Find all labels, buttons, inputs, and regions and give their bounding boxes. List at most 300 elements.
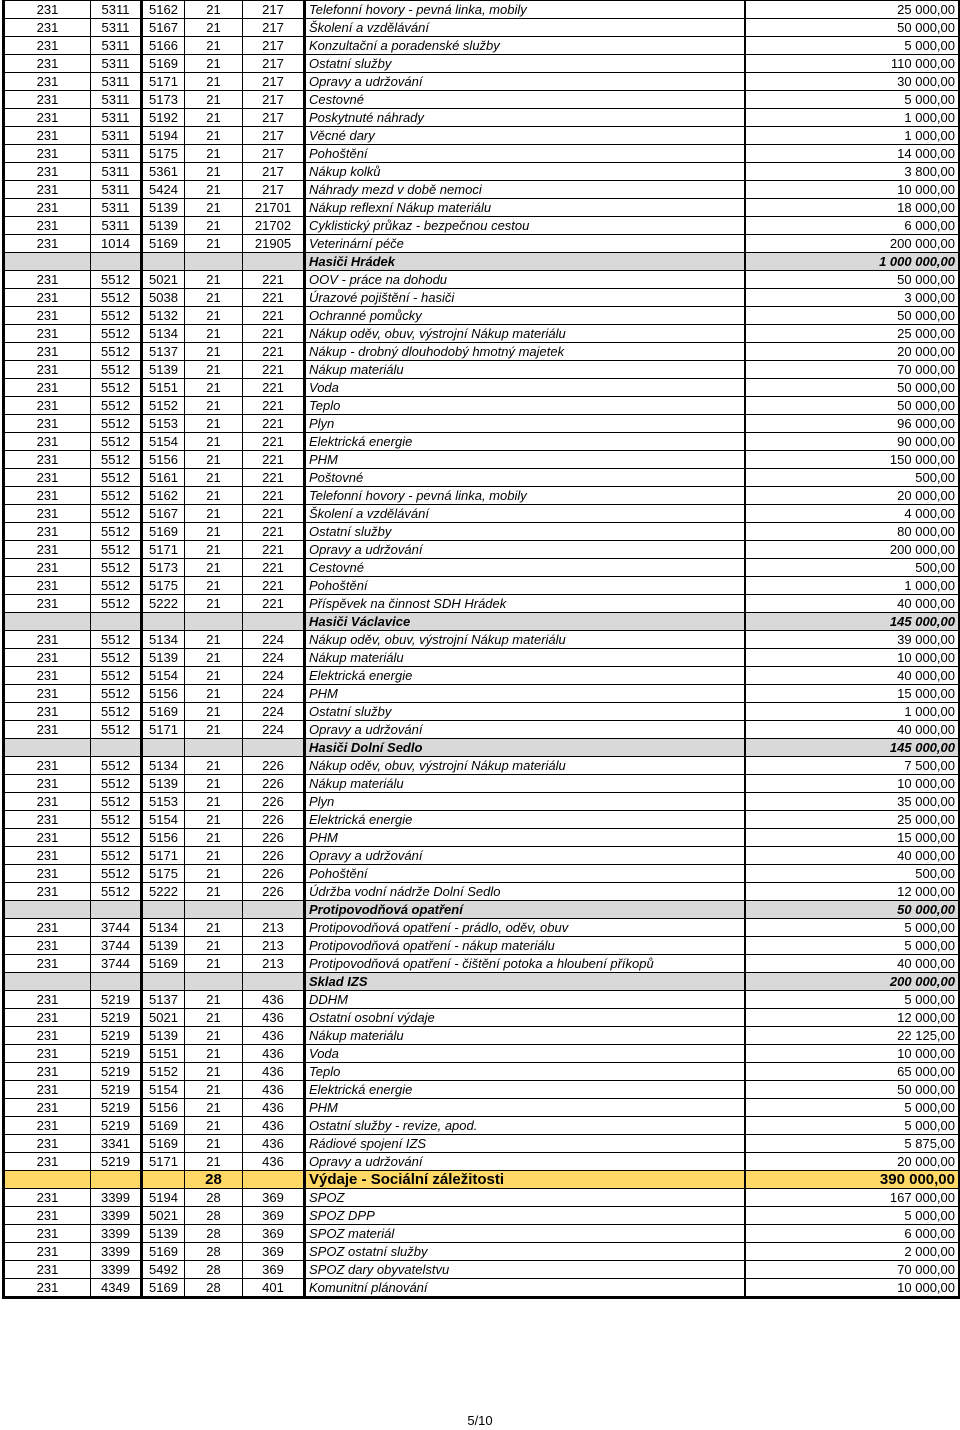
chapter-cell: 231 [4, 1063, 91, 1081]
item-code-cell [142, 973, 185, 991]
chapter-cell [4, 253, 91, 271]
item-code-cell: 5194 [142, 127, 185, 145]
chapter-cell: 231 [4, 1243, 91, 1261]
description-cell: DDHM [305, 991, 745, 1009]
department-cell: 21 [185, 649, 243, 667]
paragraph-cell: 5219 [91, 1081, 142, 1099]
chapter-cell: 231 [4, 991, 91, 1009]
chapter-cell: 231 [4, 145, 91, 163]
table-row [4, 1, 960, 19]
department-cell: 21 [185, 1081, 243, 1099]
amount-cell: 65 000,00 [745, 1063, 960, 1081]
org-cell: 217 [243, 163, 305, 181]
description-cell: PHM [305, 1099, 745, 1117]
paragraph-cell: 5311 [91, 109, 142, 127]
item-code-cell: 5171 [142, 73, 185, 91]
paragraph-cell: 5311 [91, 1, 142, 19]
item-code-cell: 5137 [142, 343, 185, 361]
description-cell: Nákup oděv, obuv, výstrojní Nákup materiálu [305, 757, 745, 775]
chapter-cell: 231 [4, 937, 91, 955]
org-cell: 221 [243, 451, 305, 469]
amount-cell: 10 000,00 [745, 1279, 960, 1298]
org-cell: 226 [243, 865, 305, 883]
org-cell: 21702 [243, 217, 305, 235]
description-cell: Cyklistický průkaz - bezpečnou cestou [305, 217, 745, 235]
description-cell: Elektrická energie [305, 433, 745, 451]
chapter-cell: 231 [4, 451, 91, 469]
org-cell: 221 [243, 487, 305, 505]
paragraph-cell: 5512 [91, 541, 142, 559]
amount-cell: 1 000 000,00 [745, 253, 960, 271]
paragraph-cell: 3399 [91, 1189, 142, 1207]
amount-cell: 167 000,00 [745, 1189, 960, 1207]
amount-cell: 6 000,00 [745, 1225, 960, 1243]
paragraph-cell: 5512 [91, 703, 142, 721]
paragraph-cell: 5219 [91, 1009, 142, 1027]
table-row [4, 181, 960, 199]
department-cell: 21 [185, 991, 243, 1009]
department-cell: 21 [185, 703, 243, 721]
amount-cell: 145 000,00 [745, 613, 960, 631]
item-code-cell: 5492 [142, 1261, 185, 1279]
department-cell: 21 [185, 109, 243, 127]
org-cell: 217 [243, 37, 305, 55]
table-row [4, 505, 960, 523]
paragraph-cell: 5512 [91, 649, 142, 667]
chapter-cell: 231 [4, 307, 91, 325]
description-cell: Teplo [305, 1063, 745, 1081]
chapter-cell: 231 [4, 127, 91, 145]
department-cell: 21 [185, 505, 243, 523]
chapter-cell [4, 1171, 91, 1189]
amount-cell: 22 125,00 [745, 1027, 960, 1045]
item-code-cell: 5175 [142, 865, 185, 883]
paragraph-cell: 3744 [91, 955, 142, 973]
table-row [4, 991, 960, 1009]
org-cell: 221 [243, 271, 305, 289]
table-row [4, 883, 960, 901]
department-cell: 21 [185, 667, 243, 685]
department-cell: 21 [185, 559, 243, 577]
paragraph-cell: 5512 [91, 721, 142, 739]
department-cell: 21 [185, 1045, 243, 1063]
paragraph-cell: 5311 [91, 145, 142, 163]
department-cell: 21 [185, 595, 243, 613]
org-cell [243, 613, 305, 631]
paragraph-cell: 5512 [91, 811, 142, 829]
chapter-cell: 231 [4, 667, 91, 685]
paragraph-cell: 5311 [91, 55, 142, 73]
item-code-cell: 5192 [142, 109, 185, 127]
org-cell: 217 [243, 19, 305, 37]
description-cell: Opravy a udržování [305, 1153, 745, 1171]
table-row [4, 595, 960, 613]
org-cell: 436 [243, 1009, 305, 1027]
amount-cell: 145 000,00 [745, 739, 960, 757]
org-cell: 226 [243, 793, 305, 811]
paragraph-cell: 5512 [91, 883, 142, 901]
description-cell: Nákup materiálu [305, 1027, 745, 1045]
chapter-cell: 231 [4, 37, 91, 55]
description-cell: Pohoštění [305, 145, 745, 163]
org-cell: 369 [243, 1207, 305, 1225]
amount-cell: 30 000,00 [745, 73, 960, 91]
department-cell: 21 [185, 1009, 243, 1027]
paragraph-cell: 5512 [91, 865, 142, 883]
department-cell [185, 901, 243, 919]
amount-cell: 39 000,00 [745, 631, 960, 649]
amount-cell: 1 000,00 [745, 127, 960, 145]
department-cell: 21 [185, 883, 243, 901]
department-cell: 21 [185, 685, 243, 703]
department-cell: 21 [185, 541, 243, 559]
description-cell: PHM [305, 685, 745, 703]
paragraph-cell: 3399 [91, 1261, 142, 1279]
table-row [4, 811, 960, 829]
description-cell: Hasiči Dolní Sedlo [305, 739, 745, 757]
item-code-cell: 5361 [142, 163, 185, 181]
org-cell: 221 [243, 505, 305, 523]
department-cell [185, 253, 243, 271]
org-cell: 436 [243, 1081, 305, 1099]
org-cell: 369 [243, 1189, 305, 1207]
chapter-cell: 231 [4, 343, 91, 361]
paragraph-cell: 4349 [91, 1279, 142, 1298]
item-code-cell: 5153 [142, 415, 185, 433]
description-cell: Telefonní hovory - pevná linka, mobily [305, 1, 745, 19]
amount-cell: 50 000,00 [745, 1081, 960, 1099]
table-row [4, 829, 960, 847]
item-code-cell: 5169 [142, 1135, 185, 1153]
table-row [4, 631, 960, 649]
item-code-cell: 5156 [142, 451, 185, 469]
description-cell: Ochranné pomůcky [305, 307, 745, 325]
item-code-cell: 5151 [142, 1045, 185, 1063]
chapter-cell: 231 [4, 775, 91, 793]
table-row [4, 325, 960, 343]
item-code-cell: 5021 [142, 271, 185, 289]
amount-cell: 35 000,00 [745, 793, 960, 811]
description-cell: Rádiové spojení IZS [305, 1135, 745, 1153]
amount-cell: 5 000,00 [745, 919, 960, 937]
item-code-cell [142, 739, 185, 757]
org-cell: 217 [243, 91, 305, 109]
paragraph-cell: 5512 [91, 307, 142, 325]
paragraph-cell: 5512 [91, 631, 142, 649]
chapter-cell: 231 [4, 1081, 91, 1099]
description-cell: Elektrická energie [305, 1081, 745, 1099]
paragraph-cell: 3341 [91, 1135, 142, 1153]
description-cell: Nákup materiálu [305, 361, 745, 379]
paragraph-cell: 5512 [91, 523, 142, 541]
department-cell: 21 [185, 397, 243, 415]
table-row [4, 307, 960, 325]
org-cell: 226 [243, 829, 305, 847]
chapter-cell [4, 739, 91, 757]
item-code-cell: 5156 [142, 829, 185, 847]
table-row [4, 451, 960, 469]
department-cell: 21 [185, 1, 243, 19]
chapter-cell: 231 [4, 631, 91, 649]
item-code-cell: 5156 [142, 685, 185, 703]
description-cell: Konzultační a poradenské služby [305, 37, 745, 55]
description-cell: Nákup - drobný dlouhodobý hmotný majetek [305, 343, 745, 361]
org-cell [243, 739, 305, 757]
paragraph-cell: 5512 [91, 793, 142, 811]
description-cell: Poskytnuté náhrady [305, 109, 745, 127]
item-code-cell: 5132 [142, 307, 185, 325]
item-code-cell: 5154 [142, 667, 185, 685]
table-row [4, 163, 960, 181]
item-code-cell: 5162 [142, 1, 185, 19]
item-code-cell: 5175 [142, 145, 185, 163]
org-cell: 217 [243, 1, 305, 19]
description-cell: Ostatní služby [305, 703, 745, 721]
chapter-cell: 231 [4, 217, 91, 235]
chapter-cell: 231 [4, 91, 91, 109]
paragraph-cell: 5219 [91, 1045, 142, 1063]
description-cell: Opravy a udržování [305, 541, 745, 559]
org-cell: 436 [243, 1117, 305, 1135]
description-cell: Plyn [305, 793, 745, 811]
paragraph-cell: 5219 [91, 1099, 142, 1117]
department-cell: 21 [185, 1135, 243, 1153]
item-code-cell: 5222 [142, 883, 185, 901]
table-row [4, 1117, 960, 1135]
item-code-cell: 5169 [142, 523, 185, 541]
org-cell: 226 [243, 847, 305, 865]
description-cell: Údržba vodní nádrže Dolní Sedlo [305, 883, 745, 901]
item-code-cell: 5171 [142, 1153, 185, 1171]
amount-cell: 200 000,00 [745, 235, 960, 253]
table-row [4, 1009, 960, 1027]
description-cell: Elektrická energie [305, 667, 745, 685]
item-code-cell: 5169 [142, 1117, 185, 1135]
paragraph-cell: 5219 [91, 1153, 142, 1171]
paragraph-cell: 5311 [91, 73, 142, 91]
table-row [4, 559, 960, 577]
paragraph-cell: 5219 [91, 1063, 142, 1081]
amount-cell: 5 000,00 [745, 37, 960, 55]
table-row [4, 109, 960, 127]
item-code-cell: 5167 [142, 19, 185, 37]
amount-cell: 500,00 [745, 559, 960, 577]
amount-cell: 110 000,00 [745, 55, 960, 73]
description-cell: Protipovodňová opatření - nákup materiálu [305, 937, 745, 955]
paragraph-cell: 3399 [91, 1225, 142, 1243]
department-cell: 21 [185, 523, 243, 541]
org-cell [243, 1171, 305, 1189]
item-code-cell: 5134 [142, 631, 185, 649]
table-row [4, 37, 960, 55]
item-code-cell: 5169 [142, 235, 185, 253]
org-cell: 217 [243, 127, 305, 145]
chapter-cell: 231 [4, 1027, 91, 1045]
org-cell: 221 [243, 469, 305, 487]
table-row [4, 415, 960, 433]
chapter-cell: 231 [4, 505, 91, 523]
department-cell: 28 [185, 1261, 243, 1279]
chapter-cell: 231 [4, 109, 91, 127]
item-code-cell: 5167 [142, 505, 185, 523]
paragraph-cell: 3399 [91, 1207, 142, 1225]
org-cell: 226 [243, 883, 305, 901]
department-cell: 21 [185, 199, 243, 217]
chapter-cell: 231 [4, 523, 91, 541]
paragraph-cell: 5512 [91, 595, 142, 613]
paragraph-cell: 5311 [91, 163, 142, 181]
paragraph-cell: 3744 [91, 937, 142, 955]
amount-cell: 1 000,00 [745, 703, 960, 721]
org-cell: 21905 [243, 235, 305, 253]
chapter-cell: 231 [4, 271, 91, 289]
table-row [4, 1153, 960, 1171]
amount-cell: 20 000,00 [745, 487, 960, 505]
amount-cell: 5 000,00 [745, 937, 960, 955]
chapter-cell: 231 [4, 919, 91, 937]
paragraph-cell: 5512 [91, 361, 142, 379]
paragraph-cell: 5512 [91, 775, 142, 793]
department-cell: 21 [185, 271, 243, 289]
department-cell: 21 [185, 775, 243, 793]
table-row [4, 577, 960, 595]
org-cell: 224 [243, 685, 305, 703]
table-row [4, 937, 960, 955]
chapter-cell: 231 [4, 469, 91, 487]
chapter-cell: 231 [4, 649, 91, 667]
paragraph-cell: 5219 [91, 1027, 142, 1045]
description-cell: PHM [305, 829, 745, 847]
org-cell: 224 [243, 667, 305, 685]
chapter-cell: 231 [4, 721, 91, 739]
department-cell: 21 [185, 1027, 243, 1045]
description-cell: Sklad IZS [305, 973, 745, 991]
department-cell: 28 [185, 1243, 243, 1261]
amount-cell: 50 000,00 [745, 901, 960, 919]
table-row [4, 1045, 960, 1063]
amount-cell: 70 000,00 [745, 361, 960, 379]
chapter-cell: 231 [4, 595, 91, 613]
amount-cell: 25 000,00 [745, 1, 960, 19]
org-cell: 436 [243, 1027, 305, 1045]
table-row [4, 541, 960, 559]
department-cell: 21 [185, 1063, 243, 1081]
item-code-cell: 5222 [142, 595, 185, 613]
department-cell: 21 [185, 829, 243, 847]
description-cell: Příspěvek na činnost SDH Hrádek [305, 595, 745, 613]
chapter-cell: 231 [4, 199, 91, 217]
table-row [4, 235, 960, 253]
chapter-cell: 231 [4, 811, 91, 829]
item-code-cell: 5152 [142, 1063, 185, 1081]
table-row [4, 271, 960, 289]
amount-cell: 200 000,00 [745, 541, 960, 559]
org-cell: 226 [243, 757, 305, 775]
chapter-cell: 231 [4, 289, 91, 307]
amount-cell: 40 000,00 [745, 955, 960, 973]
item-code-cell: 5139 [142, 1225, 185, 1243]
chapter-cell: 231 [4, 1207, 91, 1225]
table-row [4, 649, 960, 667]
table-row [4, 1189, 960, 1207]
table-row [4, 847, 960, 865]
chapter-cell: 231 [4, 1279, 91, 1298]
table-row [4, 199, 960, 217]
paragraph-cell: 5512 [91, 829, 142, 847]
table-row [4, 685, 960, 703]
amount-cell: 80 000,00 [745, 523, 960, 541]
department-cell: 21 [185, 145, 243, 163]
table-row [4, 721, 960, 739]
amount-cell: 10 000,00 [745, 181, 960, 199]
department-cell: 21 [185, 289, 243, 307]
item-code-cell: 5139 [142, 937, 185, 955]
department-cell: 21 [185, 847, 243, 865]
department-cell: 21 [185, 37, 243, 55]
paragraph-cell: 5512 [91, 451, 142, 469]
amount-cell: 50 000,00 [745, 397, 960, 415]
item-code-cell: 5139 [142, 199, 185, 217]
paragraph-cell: 5512 [91, 271, 142, 289]
department-cell: 21 [185, 361, 243, 379]
description-cell: SPOZ DPP [305, 1207, 745, 1225]
org-cell: 217 [243, 145, 305, 163]
description-cell: Nákup kolků [305, 163, 745, 181]
chapter-cell: 231 [4, 1225, 91, 1243]
amount-cell: 20 000,00 [745, 1153, 960, 1171]
chapter-cell [4, 901, 91, 919]
item-code-cell: 5139 [142, 217, 185, 235]
org-cell: 224 [243, 649, 305, 667]
department-cell: 28 [185, 1189, 243, 1207]
item-code-cell: 5038 [142, 289, 185, 307]
item-code-cell: 5171 [142, 847, 185, 865]
table-row [4, 91, 960, 109]
department-cell: 21 [185, 343, 243, 361]
table-row [4, 397, 960, 415]
amount-cell: 18 000,00 [745, 199, 960, 217]
description-cell: Nákup oděv, obuv, výstrojní Nákup materiálu [305, 631, 745, 649]
paragraph-cell: 5512 [91, 487, 142, 505]
table-row [4, 145, 960, 163]
item-code-cell [142, 1171, 185, 1189]
chapter-cell: 231 [4, 865, 91, 883]
amount-cell: 40 000,00 [745, 595, 960, 613]
paragraph-cell: 3399 [91, 1243, 142, 1261]
chapter-cell: 231 [4, 433, 91, 451]
department-cell: 21 [185, 127, 243, 145]
table-row [4, 523, 960, 541]
paragraph-cell: 5512 [91, 433, 142, 451]
org-cell: 221 [243, 307, 305, 325]
org-cell [243, 901, 305, 919]
chapter-cell: 231 [4, 181, 91, 199]
chapter-cell: 231 [4, 757, 91, 775]
chapter-cell: 231 [4, 55, 91, 73]
paragraph-cell: 1014 [91, 235, 142, 253]
org-cell: 226 [243, 775, 305, 793]
description-cell: Nákup materiálu [305, 775, 745, 793]
item-code-cell: 5424 [142, 181, 185, 199]
item-code-cell: 5169 [142, 55, 185, 73]
chapter-cell: 231 [4, 1117, 91, 1135]
org-cell: 221 [243, 559, 305, 577]
org-cell: 217 [243, 55, 305, 73]
amount-cell: 200 000,00 [745, 973, 960, 991]
org-cell: 221 [243, 577, 305, 595]
description-cell: Opravy a udržování [305, 847, 745, 865]
amount-cell: 500,00 [745, 865, 960, 883]
